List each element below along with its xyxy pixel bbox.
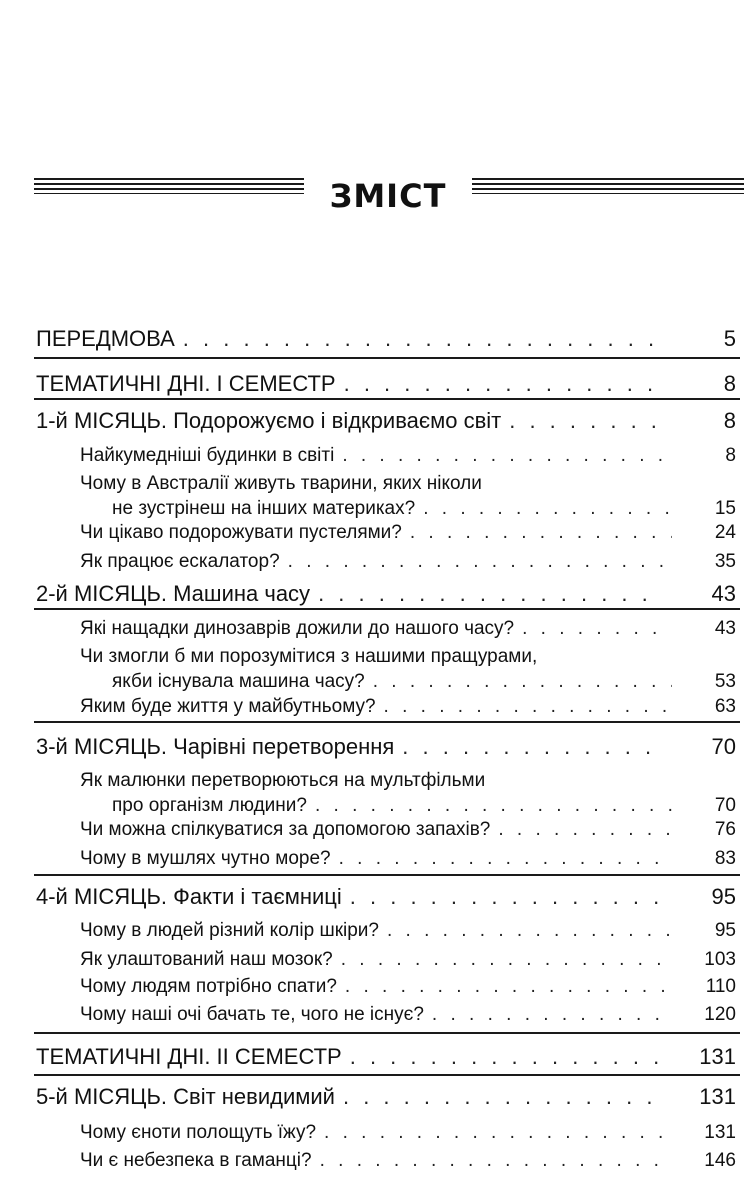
dot-leader [509,406,662,436]
toc-entry-title: Чому єноти полощуть їжу? [80,1122,317,1143]
dot-leader [423,496,672,522]
dot-leader [339,846,672,872]
toc-page-number: 35 [714,551,736,572]
toc-entry-title: 2-й МІСЯЦЬ. Машина часу [36,581,311,606]
toc-entry-title: Чому людям потрібно спати? [80,976,337,997]
decorative-rule-right [472,178,744,194]
dot-leader [387,918,672,944]
toc-entry-title: 4-й МІСЯЦЬ. Факти і таємниці [36,884,342,909]
toc-entry-title-continued: про організм людини? [112,795,307,816]
toc-entry-title-continued: не зустрінеш на інших материках? [112,498,416,519]
section-divider [34,1074,740,1076]
dot-leader [350,882,662,912]
toc-entry-title: 5-й МІСЯЦЬ. Світ невидимий [36,1084,335,1109]
dot-leader [410,520,672,546]
dot-leader [318,579,662,609]
section-divider [34,608,740,610]
section-divider [34,398,740,400]
toc-page-number: 95 [714,920,736,941]
toc-entry-title: Яким буде життя у майбутньому? [80,696,376,717]
dot-leader [522,616,672,642]
page-title: ЗМІСТ [329,177,447,215]
toc-entry-title: Чи можна спілкуватися за допомогою запахів? [80,819,491,840]
toc-entry-title: Чому наші очі бачать те, чого не існує? [80,1004,424,1025]
dot-leader [373,669,672,695]
dot-leader [183,324,662,354]
dot-leader [341,947,672,973]
toc-page-number: 53 [714,671,736,692]
toc-page-number: 146 [704,1150,736,1171]
section-divider [34,721,740,723]
toc-page-number: 70 [714,795,736,816]
toc-page-number: 76 [714,819,736,840]
dot-leader [498,817,672,843]
toc-page-number: 95 [711,884,736,909]
toc-page-number: 131 [699,1044,736,1069]
dot-leader [342,443,672,469]
dot-leader [345,974,672,1000]
toc-page-number: 63 [714,696,736,717]
toc-entry-title: Чи є небезпека в гаманці? [80,1150,312,1171]
dot-leader [320,1148,672,1174]
decorative-rule-left [34,178,304,194]
dot-leader [344,369,662,399]
toc-page-number: 131 [704,1122,736,1143]
toc-page-number: 70 [711,734,736,759]
dot-leader [315,793,672,819]
dot-leader [343,1082,662,1112]
contents-header [0,172,752,222]
dot-leader [384,694,672,720]
dot-leader [288,549,672,575]
dot-leader [324,1120,672,1146]
toc-entry-title: ТЕМАТИЧНІ ДНІ. І СЕМЕСТР [36,371,336,396]
toc-page-number: 120 [704,1004,736,1025]
toc-entry-title: Чому в людей різний колір шкіри? [80,920,379,941]
toc-entry-title: Чи цікаво подорожувати пустелями? [80,522,402,543]
toc-page-number: 15 [714,498,736,519]
toc-page-number: 110 [705,976,736,997]
toc-page-number: 8 [723,371,736,396]
toc-page-number: 8 [725,445,736,466]
toc-entry-title-continued: якби існувала машина часу? [112,671,365,692]
toc-entry-title: Як працює ескалатор? [80,551,280,572]
toc-entry-title: 1-й МІСЯЦЬ. Подорожуємо і відкриваємо світ [36,408,502,433]
dot-leader [350,1042,662,1072]
toc-page-number: 43 [714,618,736,639]
toc-entry-title: Чому в Австралії живуть тварини, яких ніколи [80,473,482,494]
section-divider [34,1032,740,1034]
toc-page-number: 5 [723,326,736,351]
toc-entry-title: ТЕМАТИЧНІ ДНІ. ІІ СЕМЕСТР [36,1044,342,1069]
section-divider [34,357,740,359]
toc-entry-title: Чи змогли б ми порозумітися з нашими пращурами, [80,646,538,667]
toc-page-number: 43 [711,581,736,606]
toc-page-number: 103 [704,949,736,970]
toc-entry-title: Як малюнки перетворюються на мультфільми [80,770,486,791]
dot-leader [432,1002,672,1028]
toc-entry-title: ПЕРЕДМОВА [36,326,175,351]
toc-page-number: 83 [714,848,736,869]
toc-page-number: 24 [714,522,736,543]
section-divider [34,874,740,876]
toc-entry-title: Як улаштований наш мозок? [80,949,333,970]
toc-entry-title: 3-й МІСЯЦЬ. Чарівні перетворення [36,734,395,759]
dot-leader [402,732,662,762]
toc-entry-title: Які нащадки динозаврів дожили до нашого часу? [80,618,515,639]
toc-entry-title: Найкумедніші будинки в світі [80,445,335,466]
toc-page-number: 8 [723,408,736,433]
toc-page-number: 131 [699,1084,736,1109]
toc-entry-title: Чому в мушлях чутно море? [80,848,331,869]
